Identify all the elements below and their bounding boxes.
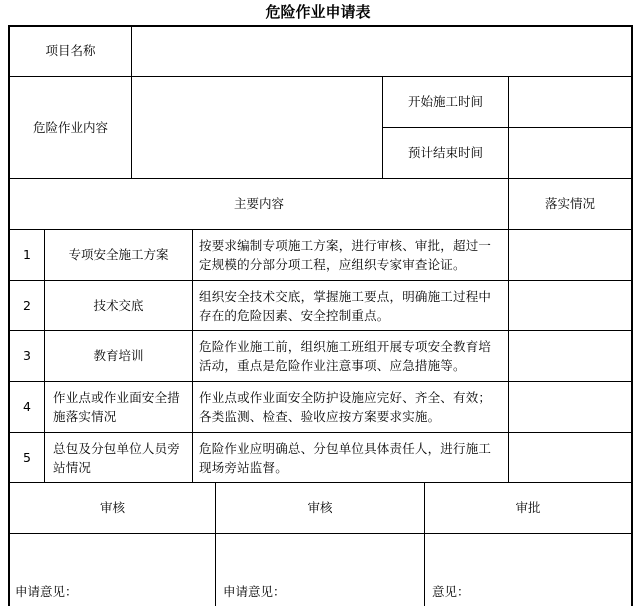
status-header: 落实情况: [544, 196, 595, 211]
row-status-field[interactable]: [509, 382, 631, 432]
row-content: 危险作业施工前，组织施工班组开展专项安全教育培活动，重点是危险作业注意事项、应急措施等。: [199, 339, 492, 373]
row-number: 1: [23, 247, 31, 262]
opinion-label-3: 意见：: [432, 584, 470, 599]
row-content: 作业点或作业面安全防护设施应完好、齐全、有效；各类监测、检查、验收应按方案要求实施。: [199, 390, 492, 424]
end-time-field[interactable]: [509, 128, 631, 178]
project-name-field[interactable]: [132, 26, 631, 76]
work-content-label: 危险作业内容: [32, 119, 108, 135]
approve-header: 审批: [515, 500, 541, 515]
project-name-label: 项目名称: [45, 43, 96, 58]
row-status-field[interactable]: [509, 433, 631, 482]
opinion-label-2: 申请意见：: [223, 584, 286, 599]
row-content: 组织安全技术交底，掌握施工要点，明确施工过程中存在的危险因素、安全控制重点。: [199, 288, 492, 323]
row-item: 专项安全施工方案: [68, 247, 169, 262]
row-item: 技术交底: [93, 297, 144, 313]
row-status-field[interactable]: [509, 331, 631, 381]
row-content: 按要求编制专项施工方案，进行审核、审批，超过一定规模的分部分项工程，应组织专家审查论证。: [199, 238, 492, 272]
end-time-label: 预计结束时间: [407, 145, 483, 160]
review-header-1: 审核: [99, 500, 125, 515]
review-header-2: 审核: [307, 500, 333, 515]
row-number: 5: [23, 449, 31, 465]
row-item: 教育培训: [93, 348, 144, 363]
work-content-field[interactable]: [132, 77, 382, 178]
row-number: 3: [23, 348, 31, 363]
start-time-label: 开始施工时间: [407, 94, 483, 109]
row-item: 总包及分包单位人员旁站情况: [53, 440, 181, 475]
row-status-field[interactable]: [509, 281, 631, 330]
row-status-field[interactable]: [509, 230, 631, 280]
form-title: 危险作业申请表: [265, 3, 371, 21]
row-number: 2: [23, 297, 31, 313]
opinion-label-1: 申请意见：: [15, 584, 78, 599]
row-content: 危险作业应明确总、分包单位具体责任人，进行施工现场旁站监督。: [199, 440, 492, 475]
start-time-field[interactable]: [509, 77, 631, 127]
row-number: 4: [23, 399, 31, 414]
row-item: 作业点或作业面安全措施落实情况: [53, 390, 181, 424]
main-content-header: 主要内容: [233, 196, 284, 211]
